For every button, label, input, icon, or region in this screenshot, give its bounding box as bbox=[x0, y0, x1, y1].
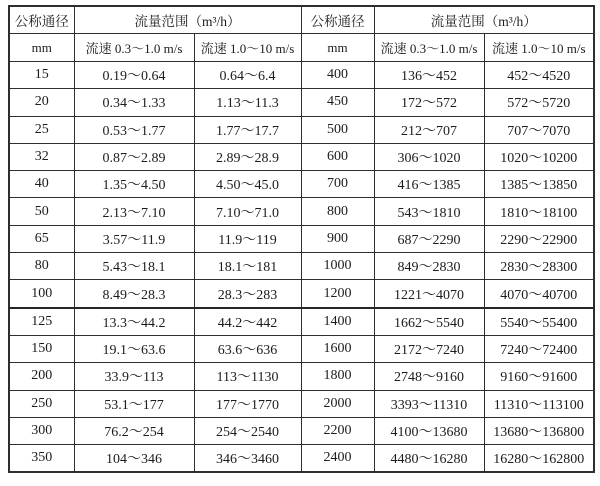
flow-high-left-cell: 4.50～45.0 bbox=[194, 171, 301, 198]
flow-low-right-cell: 3393～11310 bbox=[374, 390, 484, 417]
header-row-1 bbox=[9, 6, 594, 34]
dn-left-cell: 15 bbox=[9, 62, 74, 89]
flow-low-right-cell: 212～707 bbox=[374, 116, 484, 143]
flow-high-right-cell: 707～7070 bbox=[484, 116, 594, 143]
flow-range-header-left: 流量范围（m³/h） bbox=[74, 6, 301, 34]
dn-right-cell: 500 bbox=[301, 116, 374, 143]
flow-high-right-cell: 1020～10200 bbox=[484, 143, 594, 170]
flow-low-left-cell: 3.57～11.9 bbox=[74, 225, 194, 252]
table-row bbox=[9, 143, 594, 170]
flow-high-right-cell: 11310～113100 bbox=[484, 390, 594, 417]
table-header bbox=[9, 6, 594, 62]
dn-right-cell: 1800 bbox=[301, 363, 374, 390]
flow-high-right-cell: 2290～22900 bbox=[484, 225, 594, 252]
dn-left-cell: 50 bbox=[9, 198, 74, 225]
flow-low-left-cell: 5.43～18.1 bbox=[74, 253, 194, 280]
dn-right-cell: 1600 bbox=[301, 335, 374, 362]
flow-low-right-cell: 2172～7240 bbox=[374, 335, 484, 362]
table-row bbox=[9, 89, 594, 116]
unit-header-right: mm bbox=[301, 34, 374, 62]
low-speed-header-right: 流速 0.3～1.0 m/s bbox=[374, 34, 484, 62]
dn-right-cell: 400 bbox=[301, 62, 374, 89]
flow-high-right-cell: 2830～28300 bbox=[484, 253, 594, 280]
diameter-header-left: 公称通径 bbox=[9, 6, 74, 34]
flow-high-left-cell: 346～3460 bbox=[194, 445, 301, 473]
flow-high-left-cell: 11.9～119 bbox=[194, 225, 301, 252]
flow-low-right-cell: 306～1020 bbox=[374, 143, 484, 170]
flow-low-right-cell: 2748～9160 bbox=[374, 363, 484, 390]
dn-left-cell: 350 bbox=[9, 445, 74, 473]
dn-left-cell: 25 bbox=[9, 116, 74, 143]
flow-low-left-cell: 19.1～63.6 bbox=[74, 335, 194, 362]
table-row bbox=[9, 335, 594, 362]
flow-low-left-cell: 0.19～0.64 bbox=[74, 62, 194, 89]
flow-low-left-cell: 13.3～44.2 bbox=[74, 308, 194, 336]
flow-high-right-cell: 572～5720 bbox=[484, 89, 594, 116]
flow-low-left-cell: 53.1～177 bbox=[74, 390, 194, 417]
dn-left-cell: 40 bbox=[9, 171, 74, 198]
flow-low-right-cell: 416～1385 bbox=[374, 171, 484, 198]
dn-right-cell: 1000 bbox=[301, 253, 374, 280]
flow-high-left-cell: 0.64～6.4 bbox=[194, 62, 301, 89]
dn-left-cell: 200 bbox=[9, 363, 74, 390]
flow-range-header-right: 流量范围（m³/h） bbox=[374, 6, 594, 34]
flow-low-left-cell: 76.2～254 bbox=[74, 417, 194, 444]
flow-low-right-cell: 849～2830 bbox=[374, 253, 484, 280]
dn-left-cell: 300 bbox=[9, 417, 74, 444]
flow-low-left-cell: 0.87～2.89 bbox=[74, 143, 194, 170]
table-row bbox=[9, 308, 594, 336]
flow-high-left-cell: 254～2540 bbox=[194, 417, 301, 444]
flow-low-left-cell: 104～346 bbox=[74, 445, 194, 473]
flow-high-left-cell: 1.13～11.3 bbox=[194, 89, 301, 116]
flow-high-left-cell: 2.89～28.9 bbox=[194, 143, 301, 170]
table-row bbox=[9, 363, 594, 390]
flow-low-right-cell: 687～2290 bbox=[374, 225, 484, 252]
flow-low-right-cell: 136～452 bbox=[374, 62, 484, 89]
flow-high-left-cell: 177～1770 bbox=[194, 390, 301, 417]
flow-low-left-cell: 2.13～7.10 bbox=[74, 198, 194, 225]
flow-high-right-cell: 4070～40700 bbox=[484, 280, 594, 308]
dn-left-cell: 250 bbox=[9, 390, 74, 417]
dn-right-cell: 600 bbox=[301, 143, 374, 170]
dn-left-cell: 150 bbox=[9, 335, 74, 362]
dn-left-cell: 100 bbox=[9, 280, 74, 308]
dn-right-cell: 2200 bbox=[301, 417, 374, 444]
flow-high-right-cell: 1810～18100 bbox=[484, 198, 594, 225]
diameter-header-right: 公称通径 bbox=[301, 6, 374, 34]
table-row bbox=[9, 280, 594, 308]
flow-high-left-cell: 1.77～17.7 bbox=[194, 116, 301, 143]
header-row-2 bbox=[9, 34, 594, 62]
flow-low-left-cell: 33.9～113 bbox=[74, 363, 194, 390]
flow-high-right-cell: 16280～162800 bbox=[484, 445, 594, 473]
flow-low-right-cell: 1221～4070 bbox=[374, 280, 484, 308]
dn-right-cell: 700 bbox=[301, 171, 374, 198]
low-speed-header-left: 流速 0.3～1.0 m/s bbox=[74, 34, 194, 62]
dn-right-cell: 2400 bbox=[301, 445, 374, 473]
flow-high-left-cell: 63.6～636 bbox=[194, 335, 301, 362]
table-row bbox=[9, 417, 594, 444]
flow-low-left-cell: 0.53～1.77 bbox=[74, 116, 194, 143]
dn-right-cell: 1400 bbox=[301, 308, 374, 336]
flow-range-table bbox=[8, 5, 595, 473]
dn-left-cell: 20 bbox=[9, 89, 74, 116]
flow-low-right-cell: 543～1810 bbox=[374, 198, 484, 225]
unit-header-left: mm bbox=[9, 34, 74, 62]
dn-right-cell: 450 bbox=[301, 89, 374, 116]
table-row bbox=[9, 390, 594, 417]
flow-low-right-cell: 4100～13680 bbox=[374, 417, 484, 444]
dn-right-cell: 800 bbox=[301, 198, 374, 225]
table-row bbox=[9, 116, 594, 143]
dn-left-cell: 125 bbox=[9, 308, 74, 336]
flow-low-left-cell: 8.49～28.3 bbox=[74, 280, 194, 308]
dn-left-cell: 32 bbox=[9, 143, 74, 170]
flow-high-right-cell: 1385～13850 bbox=[484, 171, 594, 198]
flow-high-right-cell: 5540～55400 bbox=[484, 308, 594, 336]
flow-low-right-cell: 4480～16280 bbox=[374, 445, 484, 473]
table-body bbox=[9, 62, 594, 473]
flow-high-left-cell: 44.2～442 bbox=[194, 308, 301, 336]
dn-left-cell: 65 bbox=[9, 225, 74, 252]
high-speed-header-right: 流速 1.0～10 m/s bbox=[484, 34, 594, 62]
table-row bbox=[9, 198, 594, 225]
flow-high-right-cell: 452～4520 bbox=[484, 62, 594, 89]
high-speed-header-left: 流速 1.0～10 m/s bbox=[194, 34, 301, 62]
table-row bbox=[9, 253, 594, 280]
table-row bbox=[9, 225, 594, 252]
dn-right-cell: 900 bbox=[301, 225, 374, 252]
flow-high-left-cell: 7.10～71.0 bbox=[194, 198, 301, 225]
flow-high-left-cell: 18.1～181 bbox=[194, 253, 301, 280]
flow-low-right-cell: 1662～5540 bbox=[374, 308, 484, 336]
dn-right-cell: 2000 bbox=[301, 390, 374, 417]
flow-high-right-cell: 7240～72400 bbox=[484, 335, 594, 362]
table-row bbox=[9, 171, 594, 198]
flow-low-left-cell: 0.34～1.33 bbox=[74, 89, 194, 116]
table-row bbox=[9, 62, 594, 89]
dn-right-cell: 1200 bbox=[301, 280, 374, 308]
flow-high-left-cell: 113～1130 bbox=[194, 363, 301, 390]
table-row bbox=[9, 445, 594, 473]
flow-high-right-cell: 9160～91600 bbox=[484, 363, 594, 390]
flow-high-right-cell: 13680～136800 bbox=[484, 417, 594, 444]
dn-left-cell: 80 bbox=[9, 253, 74, 280]
flow-high-left-cell: 28.3～283 bbox=[194, 280, 301, 308]
flow-low-right-cell: 172～572 bbox=[374, 89, 484, 116]
flow-low-left-cell: 1.35～4.50 bbox=[74, 171, 194, 198]
